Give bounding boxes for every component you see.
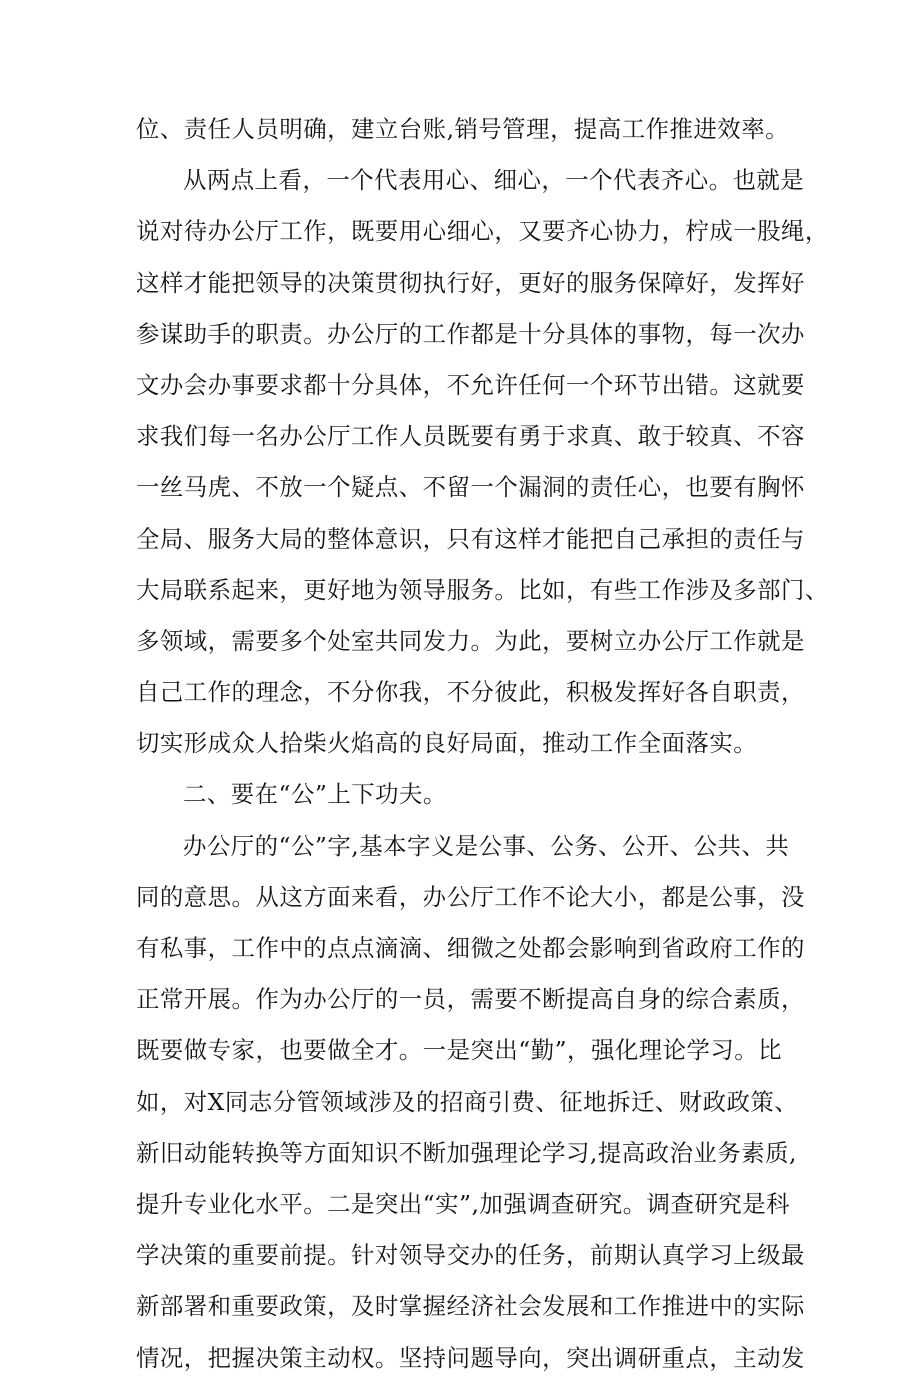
text-line: 办公厅的“公”字,基本字义是公事、公务、公开、公共、共 bbox=[183, 831, 790, 860]
text-line: 从两点上看，一个代表用心、细心，一个代表齐心。也就是 bbox=[183, 166, 805, 195]
text-line: 新旧动能转换等方面知识不断加强理论学习,提高政治业务素质, bbox=[136, 1138, 797, 1167]
text-line: 位、责任人员明确，建立台账,销号管理，提高工作推进效率。 bbox=[136, 115, 789, 143]
text-line: 情况，把握决策主动权。坚持问题导向，突出调研重点，主动发 bbox=[136, 1343, 805, 1372]
text-line: 求我们每一名办公厅工作人员既要有勇于求真、敢于较真、不容 bbox=[136, 422, 805, 451]
text-line: 新部署和重要政策，及时掌握经济社会发展和工作推进中的实际 bbox=[136, 1292, 805, 1321]
text-line: 同的意思。从这方面来看，办公厅工作不论大小，都是公事，没 bbox=[136, 882, 805, 911]
text-line: 既要做专家，也要做全才。一是突出“勤”，强化理论学习。比 bbox=[136, 1036, 783, 1065]
text-line: 参谋助手的职责。办公厅的工作都是十分具体的事物，每一次办 bbox=[136, 319, 805, 348]
text-line: 文办会办事要求都十分具体，不允许任何一个环节出错。这就要 bbox=[136, 370, 805, 399]
text-line: 这样才能把领导的决策贯彻执行好，更好的服务保障好，发挥好 bbox=[136, 268, 805, 297]
text-line: 学决策的重要前提。针对领导交办的任务，前期认真学习上级最 bbox=[136, 1241, 805, 1270]
text-line: 正常开展。作为办公厅的一员，需要不断提高自身的综合素质， bbox=[136, 985, 805, 1014]
text-line: 说对待办公厅工作，既要用心细心，又要齐心协力，柠成一股绳， bbox=[136, 217, 829, 246]
text-line: 自己工作的理念，不分你我，不分彼此，积极发挥好各自职责， bbox=[136, 678, 805, 707]
document-page bbox=[136, 104, 829, 1384]
text-line: 大局联系起来，更好地为领导服务。比如，有些工作涉及多部门、 bbox=[136, 575, 829, 604]
text-line: 有私事，工作中的点点滴滴、细微之处都会影响到省政府工作的 bbox=[136, 934, 805, 962]
text-line: 一丝马虎、不放一个疑点、不留一个漏洞的责任心，也要有胸怀 bbox=[136, 473, 805, 502]
text-line: 多领域，需要多个处室共同发力。为此，要树立办公厅工作就是 bbox=[136, 626, 805, 655]
text-line: 如，对X同志分管领域涉及的招商引费、征地拆迁、财政政策、 bbox=[136, 1087, 799, 1116]
section-heading: 二、要在“公”上下功夫。 bbox=[183, 780, 447, 809]
text-line: 全局、服务大局的整体意识，只有这样才能把自己承担的责任与 bbox=[136, 524, 805, 553]
text-line: 切实形成众人拾柴火焰高的良好局面，推动工作全面落实。 bbox=[136, 729, 758, 758]
text-line: 提升专业化水平。二是突出“实”,加强调查研究。调查研究是科 bbox=[136, 1189, 791, 1218]
